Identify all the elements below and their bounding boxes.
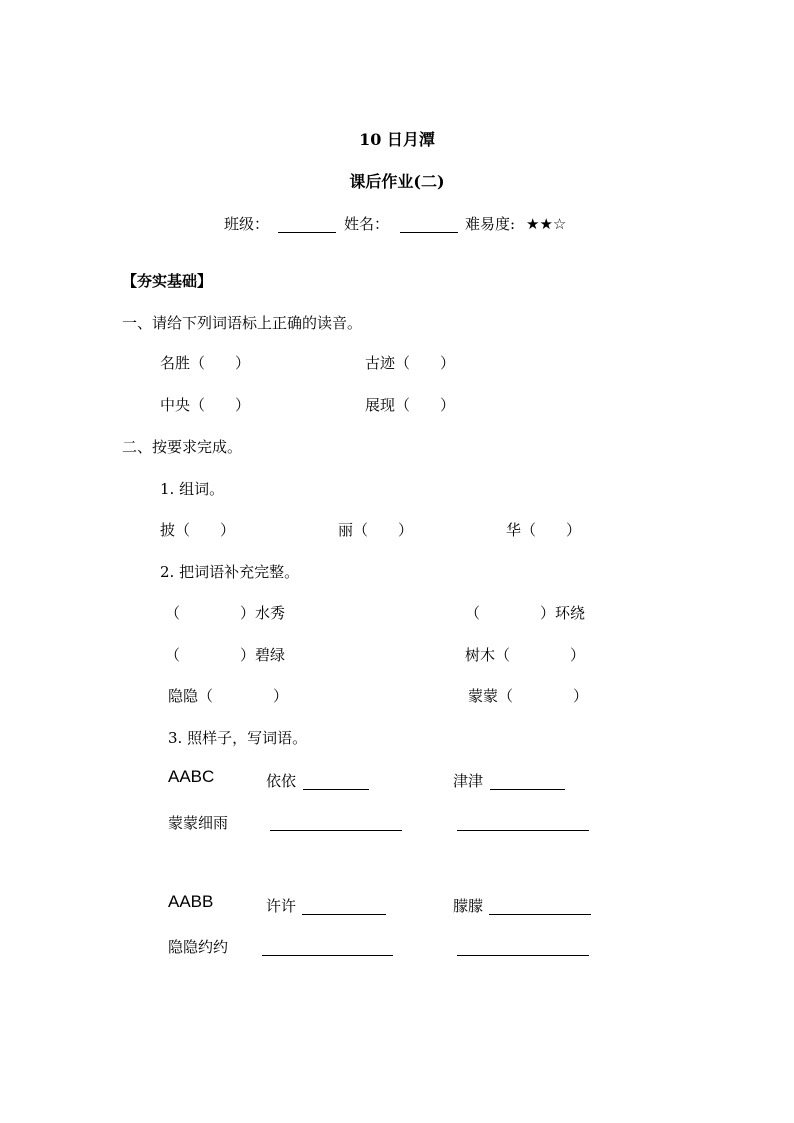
answer-blank[interactable] — [490, 789, 565, 790]
q2-part2-item: （ ）水秀 — [165, 604, 286, 622]
difficulty-label: 难易度: — [465, 215, 516, 233]
answer-blank[interactable] — [270, 830, 402, 831]
answer-blank[interactable] — [457, 830, 589, 831]
section-title: 【夯实基础】 — [122, 272, 213, 290]
q2-part2-item: 隐隐（ ） — [168, 687, 289, 705]
answer-blank[interactable] — [262, 955, 393, 956]
difficulty-stars: ★★☆ — [526, 215, 567, 233]
pattern-aabc: AABC — [168, 767, 215, 786]
q2-part2-item: 树木（ ） — [465, 646, 586, 664]
q2-part1-item: 华（ ） — [506, 521, 582, 539]
q1-prompt: 一、请给下列词语标上正确的读音。 — [122, 314, 363, 332]
word-jinjin: 津津 — [453, 772, 484, 790]
q1-item: 中央（ ） — [160, 396, 251, 414]
pattern-aabb: AABB — [168, 892, 214, 911]
q1-item: 名胜（ ） — [160, 354, 251, 372]
word-menglong: 朦朦 — [453, 897, 484, 915]
q2-part2-item: （ ）碧绿 — [165, 646, 286, 664]
example-aabc: 蒙蒙细雨 — [168, 814, 229, 832]
word-xuxu: 许许 — [266, 897, 297, 915]
class-label: 班级： — [224, 215, 270, 233]
q2-part2-label: 2. 把词语补充完整。 — [160, 563, 300, 581]
answer-blank[interactable] — [303, 789, 369, 790]
q2-part1-label: 1. 组词。 — [160, 480, 225, 498]
q1-item: 古迹（ ） — [365, 354, 456, 372]
q2-part3-label: 3. 照样子，写词语。 — [168, 729, 308, 747]
q2-prompt: 二、按要求完成。 — [122, 438, 243, 456]
answer-blank[interactable] — [489, 914, 591, 915]
q2-part1-item: 丽（ ） — [338, 521, 414, 539]
q2-part2-item: （ ）环绕 — [465, 604, 586, 622]
page-title: 10 日月潭 — [359, 130, 435, 149]
class-blank[interactable] — [278, 232, 336, 233]
q2-part2-item: 蒙蒙（ ） — [468, 687, 589, 705]
name-label: 姓名： — [344, 215, 390, 233]
example-aabb: 隐隐约约 — [168, 938, 229, 956]
name-blank[interactable] — [400, 232, 458, 233]
word-yiyi: 依依 — [266, 772, 297, 790]
answer-blank[interactable] — [457, 955, 589, 956]
answer-blank[interactable] — [302, 914, 386, 915]
page-subtitle: 课后作业(二) — [349, 172, 445, 191]
q1-item: 展现（ ） — [365, 396, 456, 414]
q2-part1-item: 披（ ） — [160, 521, 236, 539]
